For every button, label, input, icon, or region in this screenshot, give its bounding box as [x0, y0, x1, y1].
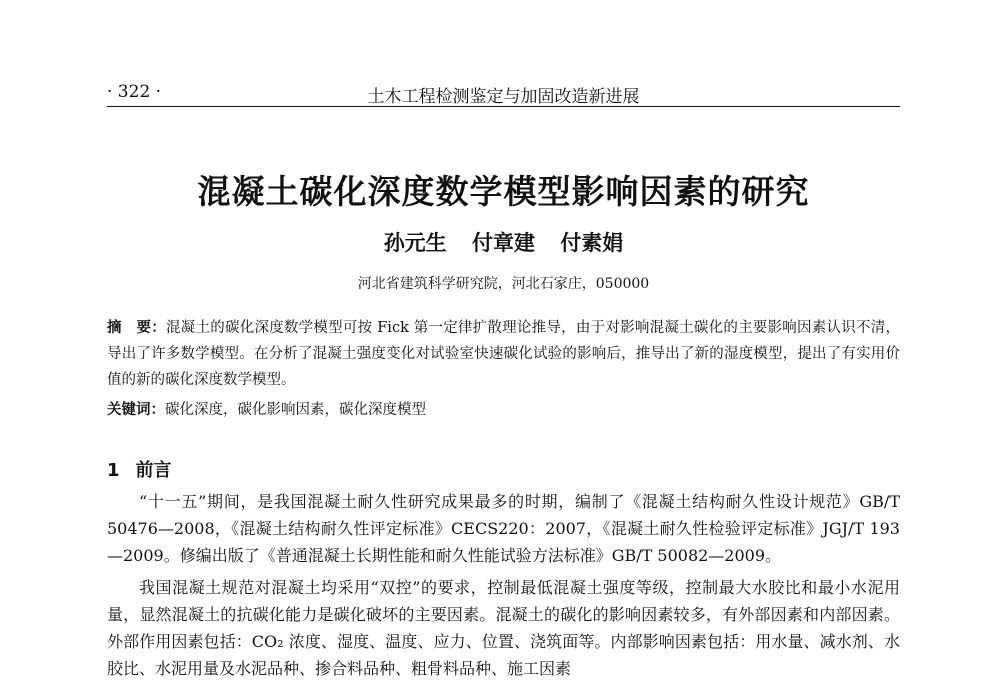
- author-name: 付素娟: [560, 230, 624, 255]
- keywords: [107, 397, 900, 423]
- author-name: 付章建: [472, 230, 535, 255]
- section-title: 前言: [135, 460, 172, 481]
- header-divider: [107, 106, 900, 107]
- running-header: [107, 80, 900, 108]
- abstract-label: 摘 要：: [107, 320, 166, 336]
- section-number: 1: [107, 460, 120, 481]
- page-number: · 322 ·: [107, 82, 162, 102]
- author-list: [107, 227, 900, 257]
- affiliation: 河北省建筑科学研究院，河北石家庄，050000: [357, 276, 650, 292]
- journal-title: 土木工程检测鉴定与加固改造新进展: [367, 87, 640, 107]
- keywords-label: 关键词：: [107, 402, 165, 418]
- author-name: 孙元生: [383, 230, 447, 255]
- body-text: [107, 488, 900, 687]
- paragraph: 我国混凝土规范对混凝土均采用“双控”的要求，控制最低混凝土强度等级，控制最大水胶比和最小水泥用量，显然混凝土的抗碳化能力是碳化破坏的主要因素。混凝土的碳化的影响因素较多，有外部因素和内部因素。外部作用因素包括：CO₂ 浓度、湿度、温度、应力、位置、浇筑面等。内部影响因素包括：用水量、减水剂、水胶比、水泥用量及水泥品种、掺合料品种、粗骨料品种、施工因素: [107, 578, 900, 678]
- abstract: [107, 315, 900, 393]
- paragraph: “十一五”期间，是我国混凝土耐久性研究成果最多的时期，编制了《混凝土结构耐久性设计规范》GB/T 50476—2008，《混凝土结构耐久性评定标准》CECS220：2007，《混凝土耐久性检验评定标准》JGJ/T 193—2009。修编出版了《普通混凝土长期性能和耐久性能试验方法标准》GB/T 50082—2009。: [107, 492, 900, 565]
- abstract-text: 混凝土的碳化深度数学模型可按 Fick 第一定律扩散理论推导，由于对影响混凝土碳化的主要影响因素认识不清，导出了许多数学模型。在分析了混凝土强度变化对试验室快速碳化试验的影响后，推导出了新的湿度模型，提出了有实用价值的新的碳化深度数学模型。: [107, 320, 901, 388]
- section-heading: [107, 456, 172, 482]
- paper-title: 混凝土碳化深度数学模型影响因素的研究: [197, 172, 810, 211]
- keywords-text: 碳化深度，碳化影响因素，碳化深度模型: [165, 402, 426, 418]
